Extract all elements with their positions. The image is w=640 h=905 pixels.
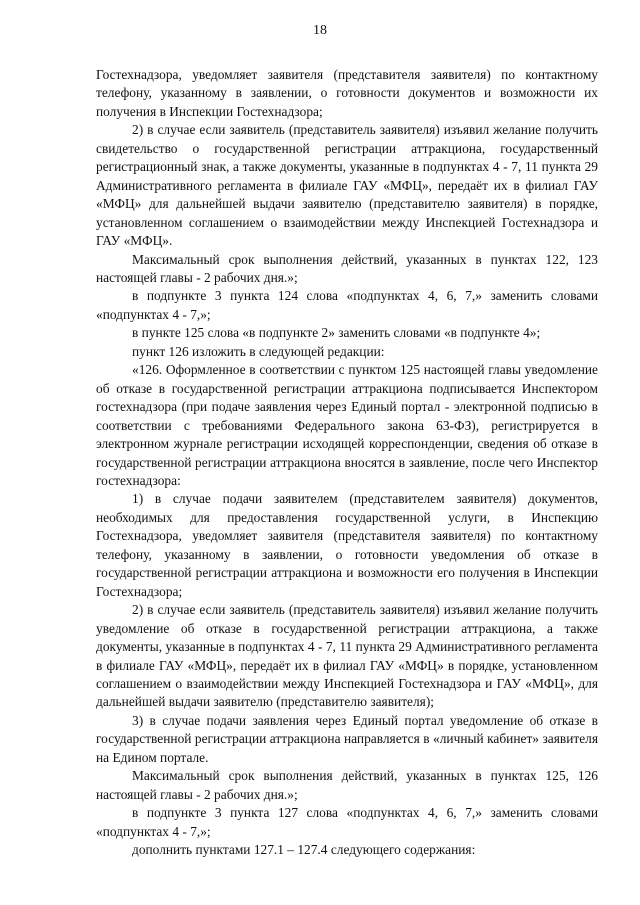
paragraph: Максимальный срок выполнения действий, указанных в пунктах 122, 123 настоящей главы - 2 рабочих дня.»; [96, 251, 598, 285]
paragraph: пункт 126 изложить в следующей редакции: [132, 343, 385, 359]
paragraph: 2) в случае если заявитель (представитель заявителя) изъявил желание получить уведомление об отказе в государственной регистрации аттракциона, а также документы, указанные в подпунктах 4 - 7, 11 пункта 29 Административного регламента в филиале ГАУ «МФЦ», передаёт их в филиал ГАУ «МФЦ» в порядке, установленном соглашением о взаимодействии между Инспекцией Гостехнадзора и ГАУ «МФЦ», для дальнейшей выдачи заявителю (представителю заявителя); [96, 602, 598, 710]
paragraph: 3) в случае подачи заявления через Единый портал уведомление об отказе в государственной регистрации аттракциона направляется в «личный кабинет» заявителя на Едином портале. [96, 712, 598, 765]
paragraph: в подпункте 3 пункта 127 слова «подпунктах 4, 6, 7,» заменить словами «подпунктах 4 - 7,»; [96, 805, 598, 839]
paragraph: «126. Оформленное в соответствии с пунктом 125 настоящей главы уведомление об отказе в государственной регистрации аттракциона подписывается Инспектором гостехнадзора (при подаче заявления через Единый портал - электронной подписью в соответствии с требованиями Федерального закона 63-ФЗ), регистрируется в электронном журнале регистрации исходящей корреспонденции, сведения об отказе в государственной регистрации аттракциона вносятся в заявление, после чего Инспектор гостехнадзора: [96, 362, 598, 488]
paragraph: 1) в случае подачи заявителем (представителем заявителя) документов, необходимых для предоставления государственной услуги, в Инспекцию Гостехнадзора, уведомляет заявителя (представителя заявителя) по контактному телефону, указанному в заявлении, о готовности уведомления об отказе в государственной регистрации аттракциона и возможности его получения в Инспекции Гостехнадзора; [96, 491, 598, 599]
paragraph: в подпункте 3 пункта 124 слова «подпунктах 4, 6, 7,» заменить словами «подпунктах 4 - 7,»; [96, 288, 598, 322]
paragraph: в пункте 125 слова «в подпункте 2» заменить словами «в подпункте 4»; [132, 325, 541, 341]
paragraph: 2) в случае если заявитель (представитель заявителя) изъявил желание получить свидетельство о государственной регистрации аттракциона, государственный регистрационный знак, а также документы, указанные в подпунктах 4 - 7, 11 пункта 29 Административного регламента в филиале ГАУ «МФЦ», передаёт их в филиал ГАУ «МФЦ» для дальнейшей выдачи заявителю (представителю заявителя) в порядке, установленном соглашением о взаимодействии между Инспекцией Гостехнадзора и ГАУ «МФЦ». [96, 122, 598, 249]
paragraph: дополнить пунктами 127.1 – 127.4 следующего содержания: [132, 842, 476, 858]
page-number: 18 [313, 23, 327, 38]
paragraph: Максимальный срок выполнения действий, указанных в пунктах 125, 126 настоящей главы - 2 рабочих дня.»; [96, 768, 598, 802]
paragraph: Гостехнадзора, уведомляет заявителя (представителя заявителя) по контактному телефону, указанному в заявлении, о готовности документов и возможности их получения в Инспекции Гостехнадзора; [96, 67, 598, 119]
document-body [96, 66, 598, 859]
